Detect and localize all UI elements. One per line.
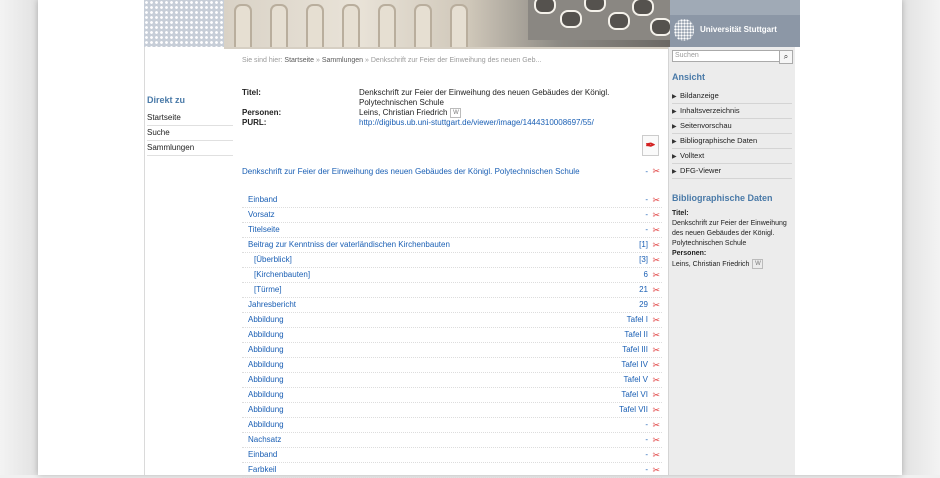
toc-title[interactable]: Abbildung bbox=[248, 375, 284, 384]
personen-label: Personen: bbox=[242, 108, 282, 117]
toc-row[interactable] bbox=[242, 328, 662, 343]
breadcrumb-prefix: Sie sind hier: bbox=[242, 57, 283, 64]
search-input[interactable]: Suchen bbox=[672, 50, 780, 62]
chevron-right-icon: ▶ bbox=[672, 169, 677, 175]
toc-page[interactable]: Tafel VII bbox=[619, 405, 648, 414]
ansicht-item-seitenvorschau[interactable]: ▶ Seitenvorschau bbox=[672, 119, 792, 134]
toc-title[interactable]: Abbildung bbox=[248, 360, 284, 369]
pdf-chapter-icon[interactable]: ✂ bbox=[652, 420, 660, 430]
page-shadow-left bbox=[0, 0, 38, 475]
bib-titel-value: Denkschrift zur Feier der Einweihung des neuen Gebäudes der Königl. Polytechnischen Schule bbox=[672, 220, 787, 247]
pdf-chapter-icon[interactable]: ✂ bbox=[652, 405, 660, 415]
toc-row[interactable] bbox=[242, 253, 662, 268]
toc-row[interactable] bbox=[242, 238, 662, 253]
toc-row[interactable] bbox=[242, 208, 662, 223]
titel-value: Denkschrift zur Feier der Einweihung des neuen Gebäudes der Königl. Polytechnischen Schule bbox=[359, 88, 610, 107]
chevron-right-icon: ▶ bbox=[672, 154, 677, 160]
pdf-chapter-icon[interactable]: ✂ bbox=[652, 345, 660, 355]
toc-title[interactable]: Denkschrift zur Feier der Einweihung des neuen Gebäudes der Königl. Polytechnischen Schule bbox=[242, 167, 580, 176]
pdf-chapter-icon[interactable]: ✂ bbox=[652, 450, 660, 460]
wikipedia-icon[interactable]: W bbox=[450, 108, 461, 118]
university-logo-bar[interactable] bbox=[670, 0, 800, 47]
bib-personen-value: Leins, Christian Friedrich bbox=[672, 260, 750, 268]
toc-title[interactable]: [Kirchenbauten] bbox=[254, 270, 311, 279]
toc-title[interactable]: Titelseite bbox=[248, 225, 280, 234]
pdf-chapter-icon[interactable]: ✂ bbox=[652, 285, 660, 295]
university-name[interactable]: Universität Stuttgart bbox=[700, 25, 777, 34]
pdf-chapter-icon[interactable]: ✂ bbox=[652, 210, 660, 220]
pdf-chapter-icon[interactable]: ✂ bbox=[652, 255, 660, 265]
toc-page[interactable]: Tafel II bbox=[624, 330, 648, 339]
toc-row[interactable] bbox=[242, 283, 662, 298]
toc-title[interactable]: Einband bbox=[248, 195, 278, 204]
chevron-right-icon: ▶ bbox=[672, 124, 677, 130]
nav-item-startseite[interactable]: Startseite bbox=[147, 111, 233, 126]
pdf-chapter-icon[interactable]: ✂ bbox=[652, 270, 660, 280]
breadcrumb-sammlungen[interactable]: Sammlungen bbox=[321, 57, 364, 64]
page bbox=[38, 0, 902, 475]
table-of-contents bbox=[242, 165, 662, 478]
toc-title[interactable]: Abbildung bbox=[248, 405, 284, 414]
toc-page[interactable]: Tafel VI bbox=[621, 390, 648, 399]
toc-page[interactable]: - bbox=[645, 210, 648, 219]
pdf-chapter-icon[interactable]: ✂ bbox=[652, 435, 660, 445]
toc-page[interactable]: - bbox=[645, 225, 648, 234]
titel-label: Titel: bbox=[242, 88, 261, 97]
pdf-chapter-icon[interactable]: ✂ bbox=[652, 465, 660, 475]
ansicht-item-dfg-viewer[interactable]: ▶ DFG-Viewer bbox=[672, 164, 792, 179]
toc-row[interactable] bbox=[242, 463, 662, 478]
bib-personen-label: Personen: bbox=[672, 250, 707, 257]
university-logo-icon bbox=[674, 19, 694, 41]
toc-title[interactable]: [Türme] bbox=[254, 285, 282, 294]
header-photo-ceiling bbox=[528, 0, 670, 40]
logo-dots-image bbox=[144, 0, 224, 47]
chevron-right-icon: ▶ bbox=[672, 139, 677, 145]
page-shadow-right bbox=[902, 0, 940, 475]
toc-page[interactable]: 29 bbox=[639, 300, 648, 309]
toc-page[interactable]: 6 bbox=[643, 270, 648, 279]
toc-title[interactable]: Abbildung bbox=[248, 315, 284, 324]
toc-row[interactable] bbox=[242, 223, 662, 238]
pdf-chapter-icon[interactable]: ✂ bbox=[652, 360, 660, 370]
toc-page[interactable]: - bbox=[645, 465, 648, 474]
toc-page[interactable]: Tafel V bbox=[623, 375, 648, 384]
toc-row[interactable] bbox=[242, 433, 662, 448]
toc-page[interactable]: - bbox=[645, 435, 648, 444]
toc-title[interactable]: Abbildung bbox=[248, 390, 284, 399]
toc-row[interactable] bbox=[242, 343, 662, 358]
toc-page[interactable]: Tafel III bbox=[622, 345, 648, 354]
toc-page[interactable]: - bbox=[645, 420, 648, 429]
wikipedia-icon[interactable]: W bbox=[752, 259, 763, 269]
nav-list bbox=[147, 111, 233, 156]
toc-title[interactable]: Beitrag zur Kenntniss der vaterländischen Kirchenbauten bbox=[248, 240, 450, 249]
ansicht-list bbox=[672, 89, 792, 179]
breadcrumb-startseite[interactable]: Startseite bbox=[284, 57, 314, 64]
toc-row[interactable] bbox=[242, 388, 662, 403]
purl-link[interactable]: http://digibus.ub.uni-stuttgart.de/viewer/image/1444310008697/55/ bbox=[359, 118, 594, 128]
breadcrumb-separator: » bbox=[315, 57, 320, 64]
metadata bbox=[242, 88, 672, 128]
toc-page[interactable]: Tafel I bbox=[626, 315, 648, 324]
breadcrumb-separator: » bbox=[365, 57, 369, 64]
header-subbar bbox=[224, 47, 670, 49]
pdf-chapter-icon[interactable]: ✂ bbox=[652, 390, 660, 400]
toc-page[interactable]: - bbox=[645, 167, 648, 176]
toc-row[interactable] bbox=[242, 418, 662, 433]
pdf-chapter-icon[interactable]: ✂ bbox=[652, 166, 660, 176]
left-column bbox=[38, 0, 145, 475]
toc-title[interactable]: Abbildung bbox=[248, 345, 284, 354]
search-icon[interactable]: ⌕ bbox=[779, 50, 793, 64]
ansicht-item-bildanzeige[interactable]: ▶ Bildanzeige bbox=[672, 89, 792, 104]
toc-row[interactable] bbox=[242, 165, 662, 193]
nav-item-suche[interactable]: Suche bbox=[147, 126, 233, 141]
chevron-right-icon: ▶ bbox=[672, 94, 677, 100]
toc-page[interactable]: - bbox=[645, 450, 648, 459]
toc-row[interactable] bbox=[242, 313, 662, 328]
nav-title: Direkt zu bbox=[147, 95, 186, 105]
toc-page[interactable]: [1] bbox=[639, 240, 648, 249]
personen-value: Leins, Christian Friedrich bbox=[359, 108, 448, 118]
toc-title[interactable]: Nachsatz bbox=[248, 435, 282, 444]
toc-page[interactable]: - bbox=[645, 195, 648, 204]
ansicht-item-inhaltsverzeichnis[interactable]: ▶ Inhaltsverzeichnis bbox=[672, 104, 792, 119]
breadcrumb bbox=[242, 57, 541, 64]
bib-title: Bibliographische Daten bbox=[672, 193, 773, 203]
ansicht-item-bibliographische-daten[interactable]: ▶ Bibliographische Daten bbox=[672, 134, 792, 149]
chevron-right-icon: ▶ bbox=[672, 109, 677, 115]
toc-title[interactable]: Einband bbox=[248, 450, 278, 459]
ansicht-title: Ansicht bbox=[672, 72, 706, 82]
left-divider bbox=[144, 0, 145, 475]
nav-item-sammlungen[interactable]: Sammlungen bbox=[147, 141, 233, 156]
pdf-chapter-icon[interactable]: ✂ bbox=[652, 330, 660, 340]
bib-titel-label: Titel: bbox=[672, 210, 689, 217]
ansicht-item-volltext[interactable]: ▶ Volltext bbox=[672, 149, 792, 164]
toc-row[interactable] bbox=[242, 193, 662, 208]
purl-label: PURL: bbox=[242, 118, 267, 128]
toc-title[interactable]: Farbkeil bbox=[248, 465, 277, 474]
pdf-chapter-icon[interactable]: ✂ bbox=[652, 315, 660, 325]
toc-row[interactable] bbox=[242, 373, 662, 388]
toc-title[interactable]: Vorsatz bbox=[248, 210, 275, 219]
toc-title[interactable]: Abbildung bbox=[248, 330, 284, 339]
bib-data bbox=[672, 209, 794, 270]
pdf-chapter-icon[interactable]: ✂ bbox=[652, 225, 660, 235]
toc-row[interactable] bbox=[242, 448, 662, 463]
toc-title[interactable]: Jahresbericht bbox=[248, 300, 297, 309]
pdf-chapter-icon[interactable]: ✂ bbox=[652, 300, 660, 310]
breadcrumb-current: Denkschrift zur Feier der Einweihung des neuen Geb... bbox=[370, 57, 542, 64]
toc-title[interactable]: Abbildung bbox=[248, 420, 284, 429]
toc-row[interactable] bbox=[242, 358, 662, 373]
toc-row[interactable] bbox=[242, 298, 662, 313]
toc-page[interactable]: Tafel IV bbox=[621, 360, 648, 369]
pdf-chapter-icon[interactable]: ✂ bbox=[652, 375, 660, 385]
pdf-download-icon[interactable]: ✒ bbox=[642, 135, 659, 156]
toc-row[interactable] bbox=[242, 268, 662, 283]
toc-page[interactable]: [3] bbox=[639, 255, 648, 264]
toc-page[interactable]: 21 bbox=[639, 285, 648, 294]
toc-title[interactable]: [Überblick] bbox=[254, 255, 292, 264]
pdf-chapter-icon[interactable]: ✂ bbox=[652, 240, 660, 250]
toc-row[interactable] bbox=[242, 403, 662, 418]
pdf-chapter-icon[interactable]: ✂ bbox=[652, 195, 660, 205]
